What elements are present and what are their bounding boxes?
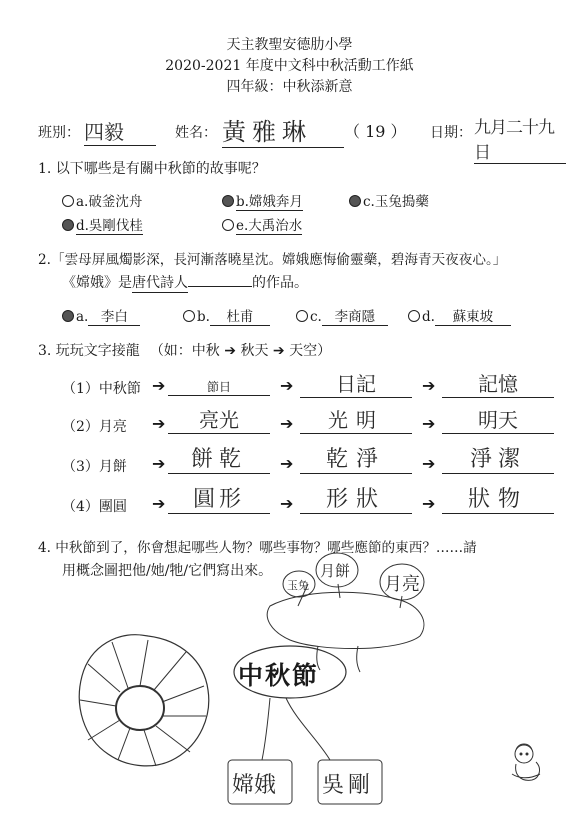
arrow-right-icon: ➔	[422, 454, 436, 473]
q1-option-d[interactable]: d.吳剛伐桂	[62, 214, 143, 235]
chain-row-1-answer-2[interactable]: 日記	[300, 368, 412, 398]
arrow-right-icon: ➔	[152, 376, 166, 395]
arrow-right-icon: ➔	[422, 494, 436, 513]
center-node-label: 中秋節	[238, 661, 320, 690]
q1-option-b[interactable]: b.嫦娥奔月	[222, 190, 303, 211]
node-mooncake: 月餅	[320, 562, 351, 580]
answer-blank[interactable]: 唐代詩人	[132, 272, 188, 293]
arrow-right-icon: ➔	[152, 494, 166, 513]
arrow-right-icon: ➔	[422, 376, 436, 395]
question-4-line-2: 用概念圖把他/她/牠/它們寫出來。	[62, 563, 273, 579]
arrow-right-icon: ➔	[280, 494, 294, 513]
q2-option-a[interactable]: a. 李白	[62, 305, 140, 326]
class-value: 四毅	[84, 116, 156, 146]
q2-option-c[interactable]: c. 李商隱	[296, 305, 388, 326]
node-wu-gang: 吳剛	[322, 773, 375, 798]
arrow-right-icon: ➔	[280, 454, 294, 473]
q1-option-a[interactable]: a.破釜沈舟	[62, 190, 142, 210]
question-4-line-1: 4. 中秋節到了，你會想起哪些人物？哪些事物？哪些應節的東西？……請	[38, 540, 477, 556]
chang-e-doodle	[512, 744, 540, 780]
chain-row-4-answer-3[interactable]: 狀物	[442, 482, 554, 514]
mooncake-drawing	[79, 635, 208, 766]
question-2-poem: 2.「雲母屏風燭影深，長河漸落曉星沈。嫦娥應悔偷靈藥，碧海青天夜夜心。」	[38, 252, 507, 268]
chain-row-1-label: （1）中秋節	[62, 381, 141, 397]
q2-option-b[interactable]: b. 杜甫	[183, 305, 270, 326]
arrow-right-icon: ➔	[280, 414, 294, 433]
chain-row-1-answer-3[interactable]: 記憶	[442, 368, 554, 398]
class-label: 班別：	[38, 125, 80, 141]
q1-option-c[interactable]: c.玉兔搗藥	[349, 190, 429, 210]
chain-row-3-answer-3[interactable]: 淨潔	[442, 442, 554, 474]
worksheet-subtitle: 2020-2021 年度中文科中秋活動工作紙	[165, 58, 414, 74]
chain-row-2-answer-3[interactable]: 明天	[442, 404, 554, 434]
chain-row-2-answer-1[interactable]: 亮光	[168, 404, 270, 434]
map-cap	[267, 592, 424, 648]
chain-row-3-label: （3）月餅	[62, 459, 127, 475]
chain-row-1-answer-1[interactable]: 節日	[168, 378, 270, 396]
question-3: 3. 玩玩文字接龍 （如：中秋 ➔ 秋天 ➔ 天空）	[38, 343, 332, 359]
node-rabbit: 玉兔	[287, 579, 309, 592]
chain-row-2-answer-2[interactable]: 光明	[300, 404, 412, 434]
question-2-prompt: 《嫦娥》是唐代詩人 的作品。	[62, 272, 308, 293]
grade-line: 四年級：中秋添新意	[226, 79, 353, 95]
node-chang-e: 嫦娥	[232, 773, 277, 798]
date-value: 九月二十九日	[474, 113, 566, 164]
arrow-right-icon: ➔	[152, 454, 166, 473]
question-1: 1. 以下哪些是有關中秋節的故事呢？	[38, 161, 266, 177]
arrow-right-icon: ➔	[280, 376, 294, 395]
name-value: 黃雅琳	[222, 112, 344, 148]
chain-row-3-answer-2[interactable]: 乾淨	[300, 442, 412, 474]
branch-right	[286, 698, 330, 760]
school-name: 天主教聖安德肋小學	[226, 37, 353, 53]
branch-left	[262, 698, 270, 760]
q2-option-d[interactable]: d. 蘇東坡	[408, 305, 511, 326]
date-label: 日期：	[430, 125, 472, 141]
node-moon: 月亮	[384, 574, 420, 595]
q1-option-e[interactable]: e.大禹治水	[222, 214, 302, 235]
chain-row-4-answer-1[interactable]: 圓形	[168, 482, 270, 514]
arrow-right-icon: ➔	[152, 414, 166, 433]
chain-row-2-label: （2）月亮	[62, 419, 127, 435]
chain-row-4-label: （4）團圓	[62, 499, 127, 515]
chain-row-4-answer-2[interactable]: 形狀	[300, 482, 412, 514]
chain-row-3-answer-1[interactable]: 餅乾	[168, 442, 270, 474]
name-label: 姓名：	[175, 125, 217, 141]
student-number: （ 19 ）	[344, 122, 407, 141]
arrow-right-icon: ➔	[422, 414, 436, 433]
